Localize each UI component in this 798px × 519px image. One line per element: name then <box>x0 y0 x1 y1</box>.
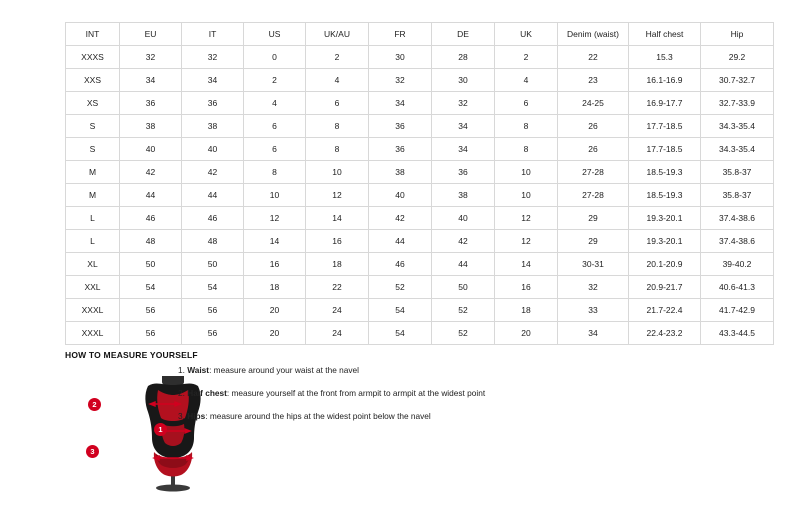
cell-half-chest: 15.3 <box>629 46 701 69</box>
table-row <box>66 46 774 69</box>
table-row <box>66 184 774 207</box>
cell-fr: 54 <box>369 299 432 322</box>
column-header-denim-waist: Denim (waist) <box>558 23 629 46</box>
cell-denim-waist: 27-28 <box>558 161 629 184</box>
cell-denim-waist: 32 <box>558 276 629 299</box>
cell-it: 56 <box>182 299 244 322</box>
cell-int: XXXL <box>66 322 120 345</box>
cell-fr: 42 <box>369 207 432 230</box>
cell-us: 20 <box>244 322 306 345</box>
cell-uk: 12 <box>495 207 558 230</box>
cell-fr: 38 <box>369 161 432 184</box>
table-row <box>66 207 774 230</box>
cell-denim-waist: 27-28 <box>558 184 629 207</box>
cell-half-chest: 20.1-20.9 <box>629 253 701 276</box>
cell-uk: 16 <box>495 276 558 299</box>
badge-waist: 1 <box>154 423 167 436</box>
instruction-term: Waist <box>187 365 210 375</box>
cell-hip: 34.3-35.4 <box>701 138 774 161</box>
cell-int: M <box>66 184 120 207</box>
cell-hip: 35.8-37 <box>701 184 774 207</box>
cell-uk: 20 <box>495 322 558 345</box>
cell-hip: 41.7-42.9 <box>701 299 774 322</box>
column-header-it: IT <box>182 23 244 46</box>
cell-half-chest: 20.9-21.7 <box>629 276 701 299</box>
cell-half-chest: 18.5-19.3 <box>629 184 701 207</box>
cell-de: 34 <box>432 115 495 138</box>
badge-half-chest: 2 <box>88 398 101 411</box>
cell-fr: 32 <box>369 69 432 92</box>
cell-half-chest: 17.7-18.5 <box>629 138 701 161</box>
table-header-row <box>66 23 774 46</box>
cell-uk: 4 <box>495 69 558 92</box>
cell-int: XS <box>66 92 120 115</box>
cell-denim-waist: 24-25 <box>558 92 629 115</box>
cell-us: 10 <box>244 184 306 207</box>
cell-denim-waist: 34 <box>558 322 629 345</box>
cell-half-chest: 22.4-23.2 <box>629 322 701 345</box>
instruction-text: : measure around the hips at the widest point below the navel <box>205 410 431 421</box>
table-body <box>66 46 774 345</box>
cell-de: 52 <box>432 299 495 322</box>
cell-uk-au: 24 <box>306 322 369 345</box>
cell-uk: 2 <box>495 46 558 69</box>
cell-hip: 35.8-37 <box>701 161 774 184</box>
cell-int: L <box>66 230 120 253</box>
cell-us: 6 <box>244 115 306 138</box>
cell-uk: 12 <box>495 230 558 253</box>
cell-hip: 30.7-32.7 <box>701 69 774 92</box>
cell-fr: 54 <box>369 322 432 345</box>
cell-de: 32 <box>432 92 495 115</box>
cell-uk-au: 14 <box>306 207 369 230</box>
cell-de: 28 <box>432 46 495 69</box>
cell-it: 46 <box>182 207 244 230</box>
cell-fr: 40 <box>369 184 432 207</box>
cell-denim-waist: 26 <box>558 115 629 138</box>
cell-us: 0 <box>244 46 306 69</box>
cell-half-chest: 19.3-20.1 <box>629 230 701 253</box>
table-row <box>66 138 774 161</box>
cell-denim-waist: 29 <box>558 230 629 253</box>
cell-it: 36 <box>182 92 244 115</box>
cell-it: 56 <box>182 322 244 345</box>
cell-de: 42 <box>432 230 495 253</box>
cell-us: 2 <box>244 69 306 92</box>
cell-us: 18 <box>244 276 306 299</box>
table-header <box>66 23 774 46</box>
cell-fr: 52 <box>369 276 432 299</box>
cell-fr: 36 <box>369 115 432 138</box>
cell-fr: 36 <box>369 138 432 161</box>
cell-hip: 32.7-33.9 <box>701 92 774 115</box>
column-header-hip: Hip <box>701 23 774 46</box>
cell-half-chest: 19.3-20.1 <box>629 207 701 230</box>
cell-de: 34 <box>432 138 495 161</box>
column-header-us: US <box>244 23 306 46</box>
cell-de: 36 <box>432 161 495 184</box>
table-row <box>66 230 774 253</box>
cell-eu: 50 <box>120 253 182 276</box>
cell-eu: 42 <box>120 161 182 184</box>
cell-it: 34 <box>182 69 244 92</box>
cell-it: 54 <box>182 276 244 299</box>
cell-eu: 44 <box>120 184 182 207</box>
instruction-term: Hips <box>187 410 206 421</box>
cell-uk: 14 <box>495 253 558 276</box>
column-header-uk: UK <box>495 23 558 46</box>
table-row <box>66 253 774 276</box>
cell-it: 40 <box>182 138 244 161</box>
cell-us: 12 <box>244 207 306 230</box>
cell-denim-waist: 29 <box>558 207 629 230</box>
cell-de: 52 <box>432 322 495 345</box>
cell-fr: 44 <box>369 230 432 253</box>
cell-denim-waist: 22 <box>558 46 629 69</box>
cell-int: XL <box>66 253 120 276</box>
cell-de: 38 <box>432 184 495 207</box>
instruction-text: : measure around your waist at the navel <box>209 365 359 375</box>
instruction-number: 1. <box>178 365 185 375</box>
cell-denim-waist: 23 <box>558 69 629 92</box>
cell-it: 42 <box>182 161 244 184</box>
cell-int: XXS <box>66 69 120 92</box>
cell-eu: 32 <box>120 46 182 69</box>
cell-half-chest: 16.9-17.7 <box>629 92 701 115</box>
cell-denim-waist: 26 <box>558 138 629 161</box>
cell-eu: 46 <box>120 207 182 230</box>
cell-half-chest: 17.7-18.5 <box>629 115 701 138</box>
cell-half-chest: 18.5-19.3 <box>629 161 701 184</box>
cell-us: 20 <box>244 299 306 322</box>
cell-hip: 43.3-44.5 <box>701 322 774 345</box>
cell-eu: 38 <box>120 115 182 138</box>
cell-eu: 54 <box>120 276 182 299</box>
cell-eu: 34 <box>120 69 182 92</box>
cell-it: 38 <box>182 115 244 138</box>
cell-us: 4 <box>244 92 306 115</box>
cell-us: 14 <box>244 230 306 253</box>
size-conversion-table <box>65 22 774 345</box>
cell-de: 40 <box>432 207 495 230</box>
cell-de: 50 <box>432 276 495 299</box>
cell-us: 6 <box>244 138 306 161</box>
cell-half-chest: 21.7-22.4 <box>629 299 701 322</box>
badge-hips: 3 <box>86 445 99 458</box>
cell-it: 50 <box>182 253 244 276</box>
cell-uk: 10 <box>495 161 558 184</box>
table-row <box>66 92 774 115</box>
cell-fr: 30 <box>369 46 432 69</box>
how-to-measure-title: HOW TO MEASURE YOURSELF <box>65 350 198 360</box>
table-row <box>66 69 774 92</box>
cell-uk-au: 8 <box>306 138 369 161</box>
cell-int: XXXL <box>66 299 120 322</box>
cell-hip: 29.2 <box>701 46 774 69</box>
cell-uk-au: 16 <box>306 230 369 253</box>
instruction-number: 3. <box>178 410 185 421</box>
column-header-eu: EU <box>120 23 182 46</box>
cell-half-chest: 16.1-16.9 <box>629 69 701 92</box>
column-header-half-chest: Half chest <box>629 23 701 46</box>
cell-us: 8 <box>244 161 306 184</box>
column-header-uk-au: UK/AU <box>306 23 369 46</box>
instruction-number: 2. <box>178 387 185 398</box>
cell-uk-au: 24 <box>306 299 369 322</box>
cell-uk-au: 10 <box>306 161 369 184</box>
cell-int: L <box>66 207 120 230</box>
instruction-half-chest <box>178 389 598 399</box>
cell-it: 32 <box>182 46 244 69</box>
size-table-container <box>65 22 755 345</box>
cell-eu: 36 <box>120 92 182 115</box>
cell-int: M <box>66 161 120 184</box>
cell-uk-au: 6 <box>306 92 369 115</box>
table-row <box>66 322 774 345</box>
table-row <box>66 161 774 184</box>
cell-denim-waist: 33 <box>558 299 629 322</box>
cell-hip: 40.6-41.3 <box>701 276 774 299</box>
cell-uk-au: 2 <box>306 46 369 69</box>
cell-eu: 48 <box>120 230 182 253</box>
measure-instructions <box>178 366 598 435</box>
column-header-fr: FR <box>369 23 432 46</box>
instruction-text: : measure yourself at the front from armpit to armpit at the widest point <box>226 387 486 398</box>
cell-it: 48 <box>182 230 244 253</box>
cell-denim-waist: 30-31 <box>558 253 629 276</box>
cell-us: 16 <box>244 253 306 276</box>
cell-uk: 8 <box>495 115 558 138</box>
instruction-hips <box>178 412 598 422</box>
column-header-de: DE <box>432 23 495 46</box>
cell-uk: 18 <box>495 299 558 322</box>
cell-int: S <box>66 115 120 138</box>
instruction-waist <box>178 366 598 376</box>
cell-fr: 34 <box>369 92 432 115</box>
instruction-term: Half chest <box>187 387 227 398</box>
cell-eu: 40 <box>120 138 182 161</box>
cell-uk-au: 4 <box>306 69 369 92</box>
cell-fr: 46 <box>369 253 432 276</box>
cell-de: 30 <box>432 69 495 92</box>
cell-de: 44 <box>432 253 495 276</box>
cell-eu: 56 <box>120 322 182 345</box>
cell-uk-au: 18 <box>306 253 369 276</box>
cell-eu: 56 <box>120 299 182 322</box>
cell-hip: 37.4-38.6 <box>701 230 774 253</box>
cell-hip: 39-40.2 <box>701 253 774 276</box>
cell-hip: 37.4-38.6 <box>701 207 774 230</box>
cell-uk: 10 <box>495 184 558 207</box>
cell-uk-au: 22 <box>306 276 369 299</box>
cell-uk-au: 8 <box>306 115 369 138</box>
cell-uk: 8 <box>495 138 558 161</box>
column-header-int: INT <box>66 23 120 46</box>
cell-uk-au: 12 <box>306 184 369 207</box>
cell-int: XXL <box>66 276 120 299</box>
table-row <box>66 115 774 138</box>
table-row <box>66 276 774 299</box>
table-row <box>66 299 774 322</box>
cell-hip: 34.3-35.4 <box>701 115 774 138</box>
cell-int: XXXS <box>66 46 120 69</box>
cell-int: S <box>66 138 120 161</box>
cell-it: 44 <box>182 184 244 207</box>
cell-uk: 6 <box>495 92 558 115</box>
